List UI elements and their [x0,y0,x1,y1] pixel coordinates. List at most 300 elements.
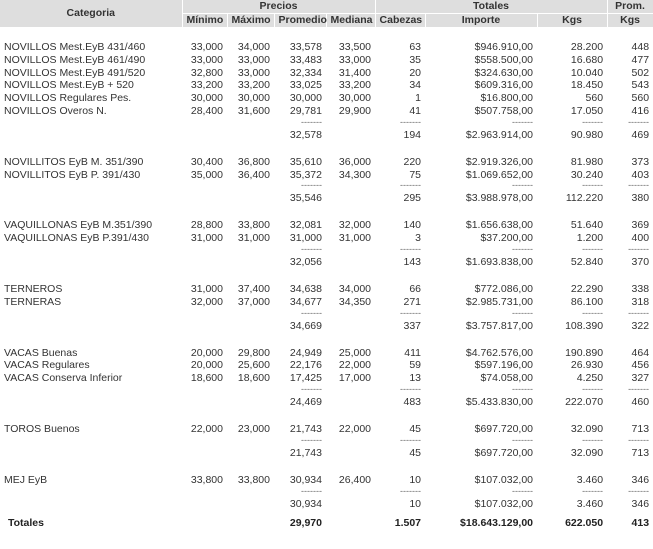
subtotal-cabezas: 10 [409,497,422,510]
subtotal-promedio: 30,934 [289,497,322,510]
empty-cell [227,445,274,461]
mediana-cell: 36,000 [338,155,372,168]
empty-cell [182,127,227,143]
empty-cell [227,394,274,410]
subtotal-row [0,127,653,143]
promedio-cell: 17,425 [289,372,322,385]
dash-marker: ------- [512,308,534,318]
empty-cell [326,190,375,206]
table-body [0,28,653,534]
category-cell: NOVILLOS Overos N. [4,104,107,117]
kgs-cell: 28.200 [570,41,604,53]
importe-cell: $772.086,00 [474,282,534,295]
category-cell: VAQUILLONAS EyB P.391/430 [4,232,149,245]
empty-cell [227,385,274,394]
cabezas-cell: 59 [409,359,422,372]
table-row [0,347,653,360]
cabezas-cell: 41 [409,104,422,117]
cabezas-cell: 35 [409,53,422,66]
subtotal-importe: $3.988.978,00 [465,192,534,205]
mediana-cell: 29,900 [338,104,372,117]
maximo-cell: 37,400 [237,282,270,295]
subtotal-kgs: 32.090 [570,446,604,459]
importe-cell: $16.800,00 [480,92,534,105]
empty-cell [227,309,274,318]
subtotal-importe: $3.757.817,00 [465,319,534,332]
category-cell: NOVILLITOS EyB M. 351/390 [4,155,144,168]
promedio-cell: 32,081 [289,219,322,232]
dash-marker: ------- [628,308,650,318]
maximo-cell: 30,000 [237,92,270,105]
promedio-cell: 31,000 [289,232,322,245]
subtotal-prom-kgs: 380 [631,192,650,205]
category-cell: MEJ EyB [4,473,48,486]
prom-kgs-cell: 416 [631,104,650,117]
table-row [0,92,653,105]
cabezas-cell: 411 [404,346,422,359]
empty-cell [0,436,182,445]
empty-cell [326,496,375,512]
subtotal-promedio: 32,056 [289,255,322,268]
maximo-cell: 31,000 [237,232,270,245]
subtotal-promedio: 21,743 [289,446,322,459]
totals-importe: $18.643.129,00 [460,516,534,529]
dash-marker: ------- [582,308,604,318]
empty-cell [326,445,375,461]
cabezas-cell: 13 [409,372,422,385]
prom-kgs-cell: 403 [631,168,650,181]
prom-kgs-cell: 369 [631,219,650,232]
kgs-cell: 1.200 [576,232,604,245]
empty-cell [227,512,274,534]
promedio-cell: 24,949 [289,346,322,359]
dash-marker: ------- [512,117,534,127]
subtotal-cabezas: 295 [403,192,422,205]
mediana-cell: 25,000 [338,346,372,359]
table-row [0,54,653,67]
maximo-cell: 29,800 [237,346,270,359]
subtotal-row [0,318,653,334]
dash-marker: ------- [628,486,650,496]
prom-kgs-cell: 318 [631,295,650,308]
importe-cell: $697.720,00 [474,422,534,435]
promedio-cell: 33,578 [289,41,322,53]
promedio-cell: 33,483 [289,53,322,66]
mediana-cell: 33,200 [338,79,372,92]
empty-cell [0,496,182,512]
category-cell: NOVILLOS Mest.EyB 461/490 [4,53,146,66]
kgs-cell: 4.250 [576,372,604,385]
promedio-cell: 30,000 [289,92,322,105]
promedio-cell: 32,334 [289,66,322,79]
maximo-cell: 33,800 [237,473,270,486]
dash-marker: ------- [512,244,534,254]
empty-cell [326,254,375,270]
empty-cell [182,496,227,512]
subtotal-prom-kgs: 322 [631,319,650,332]
dash-marker: ------- [400,117,422,127]
minimo-cell: 31,000 [190,282,223,295]
subtotal-kgs: 222.070 [565,395,604,408]
spacer-cell [0,334,653,347]
empty-cell [182,436,227,445]
importe-cell: $507.758,00 [474,104,534,117]
importe-cell: $1.656.638,00 [465,219,534,232]
empty-cell [0,318,182,334]
empty-cell [182,318,227,334]
subtotal-cabezas: 194 [403,128,422,141]
minimo-cell: 20,000 [190,346,223,359]
minimo-cell: 20,000 [190,359,223,372]
category-cell: VACAS Regulares [4,359,90,372]
maximo-cell: 37,000 [237,295,270,308]
importe-cell: $2.985.731,00 [465,295,534,308]
header-prom: Prom. [607,0,653,14]
subtotal-row [0,190,653,206]
category-cell: NOVILLOS Regulares Pes. [4,92,132,105]
dash-marker: ------- [301,384,322,394]
dash-marker: ------- [400,308,422,318]
empty-cell [326,181,375,190]
group-spacer [0,28,653,42]
group-spacer [0,410,653,423]
prom-kgs-cell: 327 [631,372,650,385]
prom-kgs-cell: 560 [631,92,650,105]
header-row-top [0,0,653,14]
subtotal-row [0,254,653,270]
mediana-cell: 34,350 [338,295,372,308]
empty-cell [227,436,274,445]
category-cell: VACAS Conserva Inferior [4,372,123,385]
kgs-cell: 18.450 [570,79,604,92]
header-importe: Importe [425,14,537,28]
kgs-cell: 22.290 [570,282,604,295]
dash-marker: ------- [582,117,604,127]
empty-cell [182,254,227,270]
table-row [0,296,653,309]
cabezas-cell: 1 [415,92,422,105]
totals-label: Totales [8,516,44,529]
empty-cell [326,512,375,534]
kgs-cell: 86.100 [570,295,604,308]
cabezas-cell: 63 [409,41,422,53]
spacer-cell [0,143,653,156]
subtotal-kgs: 90.980 [570,128,604,141]
mediana-cell: 31,400 [338,66,372,79]
subtotal-promedio: 24,469 [289,395,322,408]
mediana-cell: 17,000 [338,372,372,385]
minimo-cell: 28,800 [190,219,223,232]
importe-cell: $946.910,00 [474,41,534,53]
dash-marker: ------- [582,384,604,394]
empty-cell [326,385,375,394]
empty-cell [0,181,182,190]
spacer-cell [0,206,653,219]
dash-marker: ------- [582,244,604,254]
importe-cell: $324.630,00 [474,66,534,79]
dash-marker: ------- [301,308,322,318]
prom-kgs-cell: 543 [631,79,650,92]
mediana-cell: 34,000 [338,282,372,295]
header-categoria: Categoria [0,0,182,28]
header-promedio: Promedio [274,14,326,28]
spacer-cell [0,28,653,42]
empty-cell [227,496,274,512]
subtotal-row [0,496,653,512]
category-cell: NOVILLITOS EyB P. 391/430 [4,168,141,181]
totals-promedio: 29,970 [289,516,322,529]
dash-marker: ------- [512,486,534,496]
mediana-cell: 31,000 [338,232,372,245]
minimo-cell: 33,800 [190,473,223,486]
table-row [0,232,653,245]
kgs-cell: 51.640 [570,219,604,232]
empty-cell [227,254,274,270]
kgs-cell: 81.980 [570,155,604,168]
mediana-cell: 22,000 [338,422,372,435]
table-row [0,372,653,385]
prom-kgs-cell: 502 [631,66,650,79]
subtotal-prom-kgs: 469 [631,128,650,141]
dash-marker: ------- [400,384,422,394]
category-cell: TOROS Buenos [4,422,80,435]
subtotal-prom-kgs: 460 [631,395,650,408]
group-spacer [0,143,653,156]
prom-kgs-cell: 338 [631,282,650,295]
subtotal-separator [0,181,653,190]
table-row [0,219,653,232]
subtotal-separator [0,385,653,394]
dash-marker: ------- [582,486,604,496]
minimo-cell: 35,000 [190,168,223,181]
subtotal-kgs: 108.390 [565,319,604,332]
promedio-cell: 34,677 [289,295,322,308]
header-maximo: Máximo [227,14,274,28]
importe-cell: $107.032,00 [474,473,534,486]
empty-cell [227,118,274,127]
empty-cell [227,487,274,496]
prom-kgs-cell: 448 [631,41,650,53]
table-row [0,283,653,296]
table-row [0,156,653,169]
promedio-cell: 21,743 [289,422,322,435]
prom-kgs-cell: 373 [631,155,650,168]
maximo-cell: 31,600 [237,104,270,117]
minimo-cell: 33,200 [190,79,223,92]
mediana-cell: 33,500 [338,41,372,53]
empty-cell [326,127,375,143]
empty-cell [182,487,227,496]
cabezas-cell: 20 [409,66,422,79]
empty-cell [227,318,274,334]
subtotal-separator [0,118,653,127]
prom-kgs-cell: 456 [631,359,650,372]
subtotal-kgs: 112.220 [565,192,604,205]
maximo-cell: 23,000 [237,422,270,435]
minimo-cell: 30,400 [190,155,223,168]
group-spacer [0,270,653,283]
kgs-cell: 3.460 [576,473,604,486]
prom-kgs-cell: 400 [631,232,650,245]
maximo-cell: 33,800 [237,219,270,232]
cabezas-cell: 220 [403,155,422,168]
empty-cell [227,127,274,143]
empty-cell [0,254,182,270]
category-cell: NOVILLOS Mest.EyB + 520 [4,79,134,92]
subtotal-prom-kgs: 346 [631,497,650,510]
promedio-cell: 35,372 [289,168,322,181]
kgs-cell: 10.040 [570,66,604,79]
category-cell: VACAS Buenas [4,346,78,359]
subtotal-cabezas: 337 [403,319,422,332]
empty-cell [182,394,227,410]
subtotal-kgs: 52.840 [570,255,604,268]
totals-prom-kgs: 413 [631,516,650,529]
mediana-cell: 26,400 [338,473,372,486]
mediana-cell: 34,300 [338,168,372,181]
dash-marker: ------- [628,117,650,127]
empty-cell [0,394,182,410]
empty-cell [227,245,274,254]
prom-kgs-cell: 713 [631,422,650,435]
cabezas-cell: 10 [409,473,422,486]
dash-marker: ------- [512,435,534,445]
maximo-cell: 18,600 [237,372,270,385]
empty-cell [182,445,227,461]
category-cell: TERNERAS [4,295,62,308]
subtotal-row [0,445,653,461]
minimo-cell: 28,400 [190,104,223,117]
table-row [0,105,653,118]
empty-cell [227,190,274,206]
minimo-cell: 33,000 [190,41,223,53]
maximo-cell: 33,200 [237,79,270,92]
table-row [0,423,653,436]
empty-cell [0,127,182,143]
subtotal-importe: $697.720,00 [474,446,534,459]
importe-cell: $1.069.652,00 [465,168,534,181]
importe-cell: $37.200,00 [480,232,534,245]
empty-cell [182,190,227,206]
maximo-cell: 33,000 [237,53,270,66]
promedio-cell: 33,025 [289,79,322,92]
promedio-cell: 34,638 [289,282,322,295]
subtotal-separator [0,436,653,445]
dash-marker: ------- [301,181,322,191]
empty-cell [0,487,182,496]
prom-kgs-cell: 477 [631,53,650,66]
cabezas-cell: 3 [415,232,422,245]
empty-cell [182,245,227,254]
dash-marker: ------- [628,384,650,394]
empty-cell [0,385,182,394]
empty-cell [182,385,227,394]
dash-marker: ------- [628,181,650,191]
kgs-cell: 17.050 [570,104,604,117]
spacer-cell [0,270,653,283]
empty-cell [326,245,375,254]
header-prom-kgs: Kgs [607,14,653,28]
table-row [0,67,653,80]
mediana-cell: 30,000 [338,92,372,105]
empty-cell [0,118,182,127]
importe-cell: $597.196,00 [474,359,534,372]
header-precios: Precios [182,0,375,14]
empty-cell [326,318,375,334]
spacer-cell [0,410,653,423]
minimo-cell: 32,000 [190,295,223,308]
importe-cell: $609.316,00 [474,79,534,92]
empty-cell [326,436,375,445]
mediana-cell: 33,000 [338,53,372,66]
subtotal-prom-kgs: 713 [631,446,650,459]
subtotal-importe: $1.693.838,00 [465,255,534,268]
mediana-cell: 22,000 [338,359,372,372]
totals-row [0,512,653,534]
table-row [0,474,653,487]
table-row [0,169,653,182]
header-mediana: Mediana [326,14,375,28]
subtotal-prom-kgs: 370 [631,255,650,268]
minimo-cell: 30,000 [190,92,223,105]
category-cell: VAQUILLONAS EyB M.351/390 [4,219,153,232]
cabezas-cell: 45 [409,422,422,435]
kgs-cell: 26.930 [570,359,604,372]
mediana-cell: 32,000 [338,219,372,232]
empty-cell [326,309,375,318]
subtotal-separator [0,245,653,254]
dash-marker: ------- [400,486,422,496]
maximo-cell: 36,400 [237,168,270,181]
empty-cell [326,487,375,496]
dash-marker: ------- [301,435,322,445]
cabezas-cell: 75 [409,168,422,181]
totals-kgs: 622.050 [565,516,604,529]
subtotal-separator [0,309,653,318]
header-totales: Totales [375,0,607,14]
dash-marker: ------- [301,117,322,127]
subtotal-promedio: 34,669 [289,319,322,332]
category-cell: NOVILLOS Mest.EyB 491/520 [4,66,146,79]
dash-marker: ------- [582,181,604,191]
maximo-cell: 34,000 [237,41,270,53]
subtotal-cabezas: 143 [403,255,422,268]
maximo-cell: 36,800 [237,155,270,168]
dash-marker: ------- [400,244,422,254]
empty-cell [0,309,182,318]
cabezas-cell: 271 [403,295,422,308]
empty-cell [182,118,227,127]
dash-marker: ------- [301,486,322,496]
dash-marker: ------- [512,384,534,394]
maximo-cell: 33,000 [237,66,270,79]
empty-cell [0,445,182,461]
empty-cell [182,309,227,318]
promedio-cell: 22,176 [289,359,322,372]
subtotal-importe: $5.433.830,00 [465,395,534,408]
dash-marker: ------- [512,181,534,191]
dash-marker: ------- [582,435,604,445]
table-row [0,79,653,92]
prom-kgs-cell: 464 [631,346,650,359]
empty-cell [182,512,227,534]
kgs-cell: 32.090 [570,422,604,435]
kgs-cell: 190.890 [565,346,604,359]
table-row [0,41,653,54]
importe-cell: $4.762.576,00 [465,346,534,359]
prom-kgs-cell: 346 [631,473,650,486]
kgs-cell: 30.240 [570,168,604,181]
